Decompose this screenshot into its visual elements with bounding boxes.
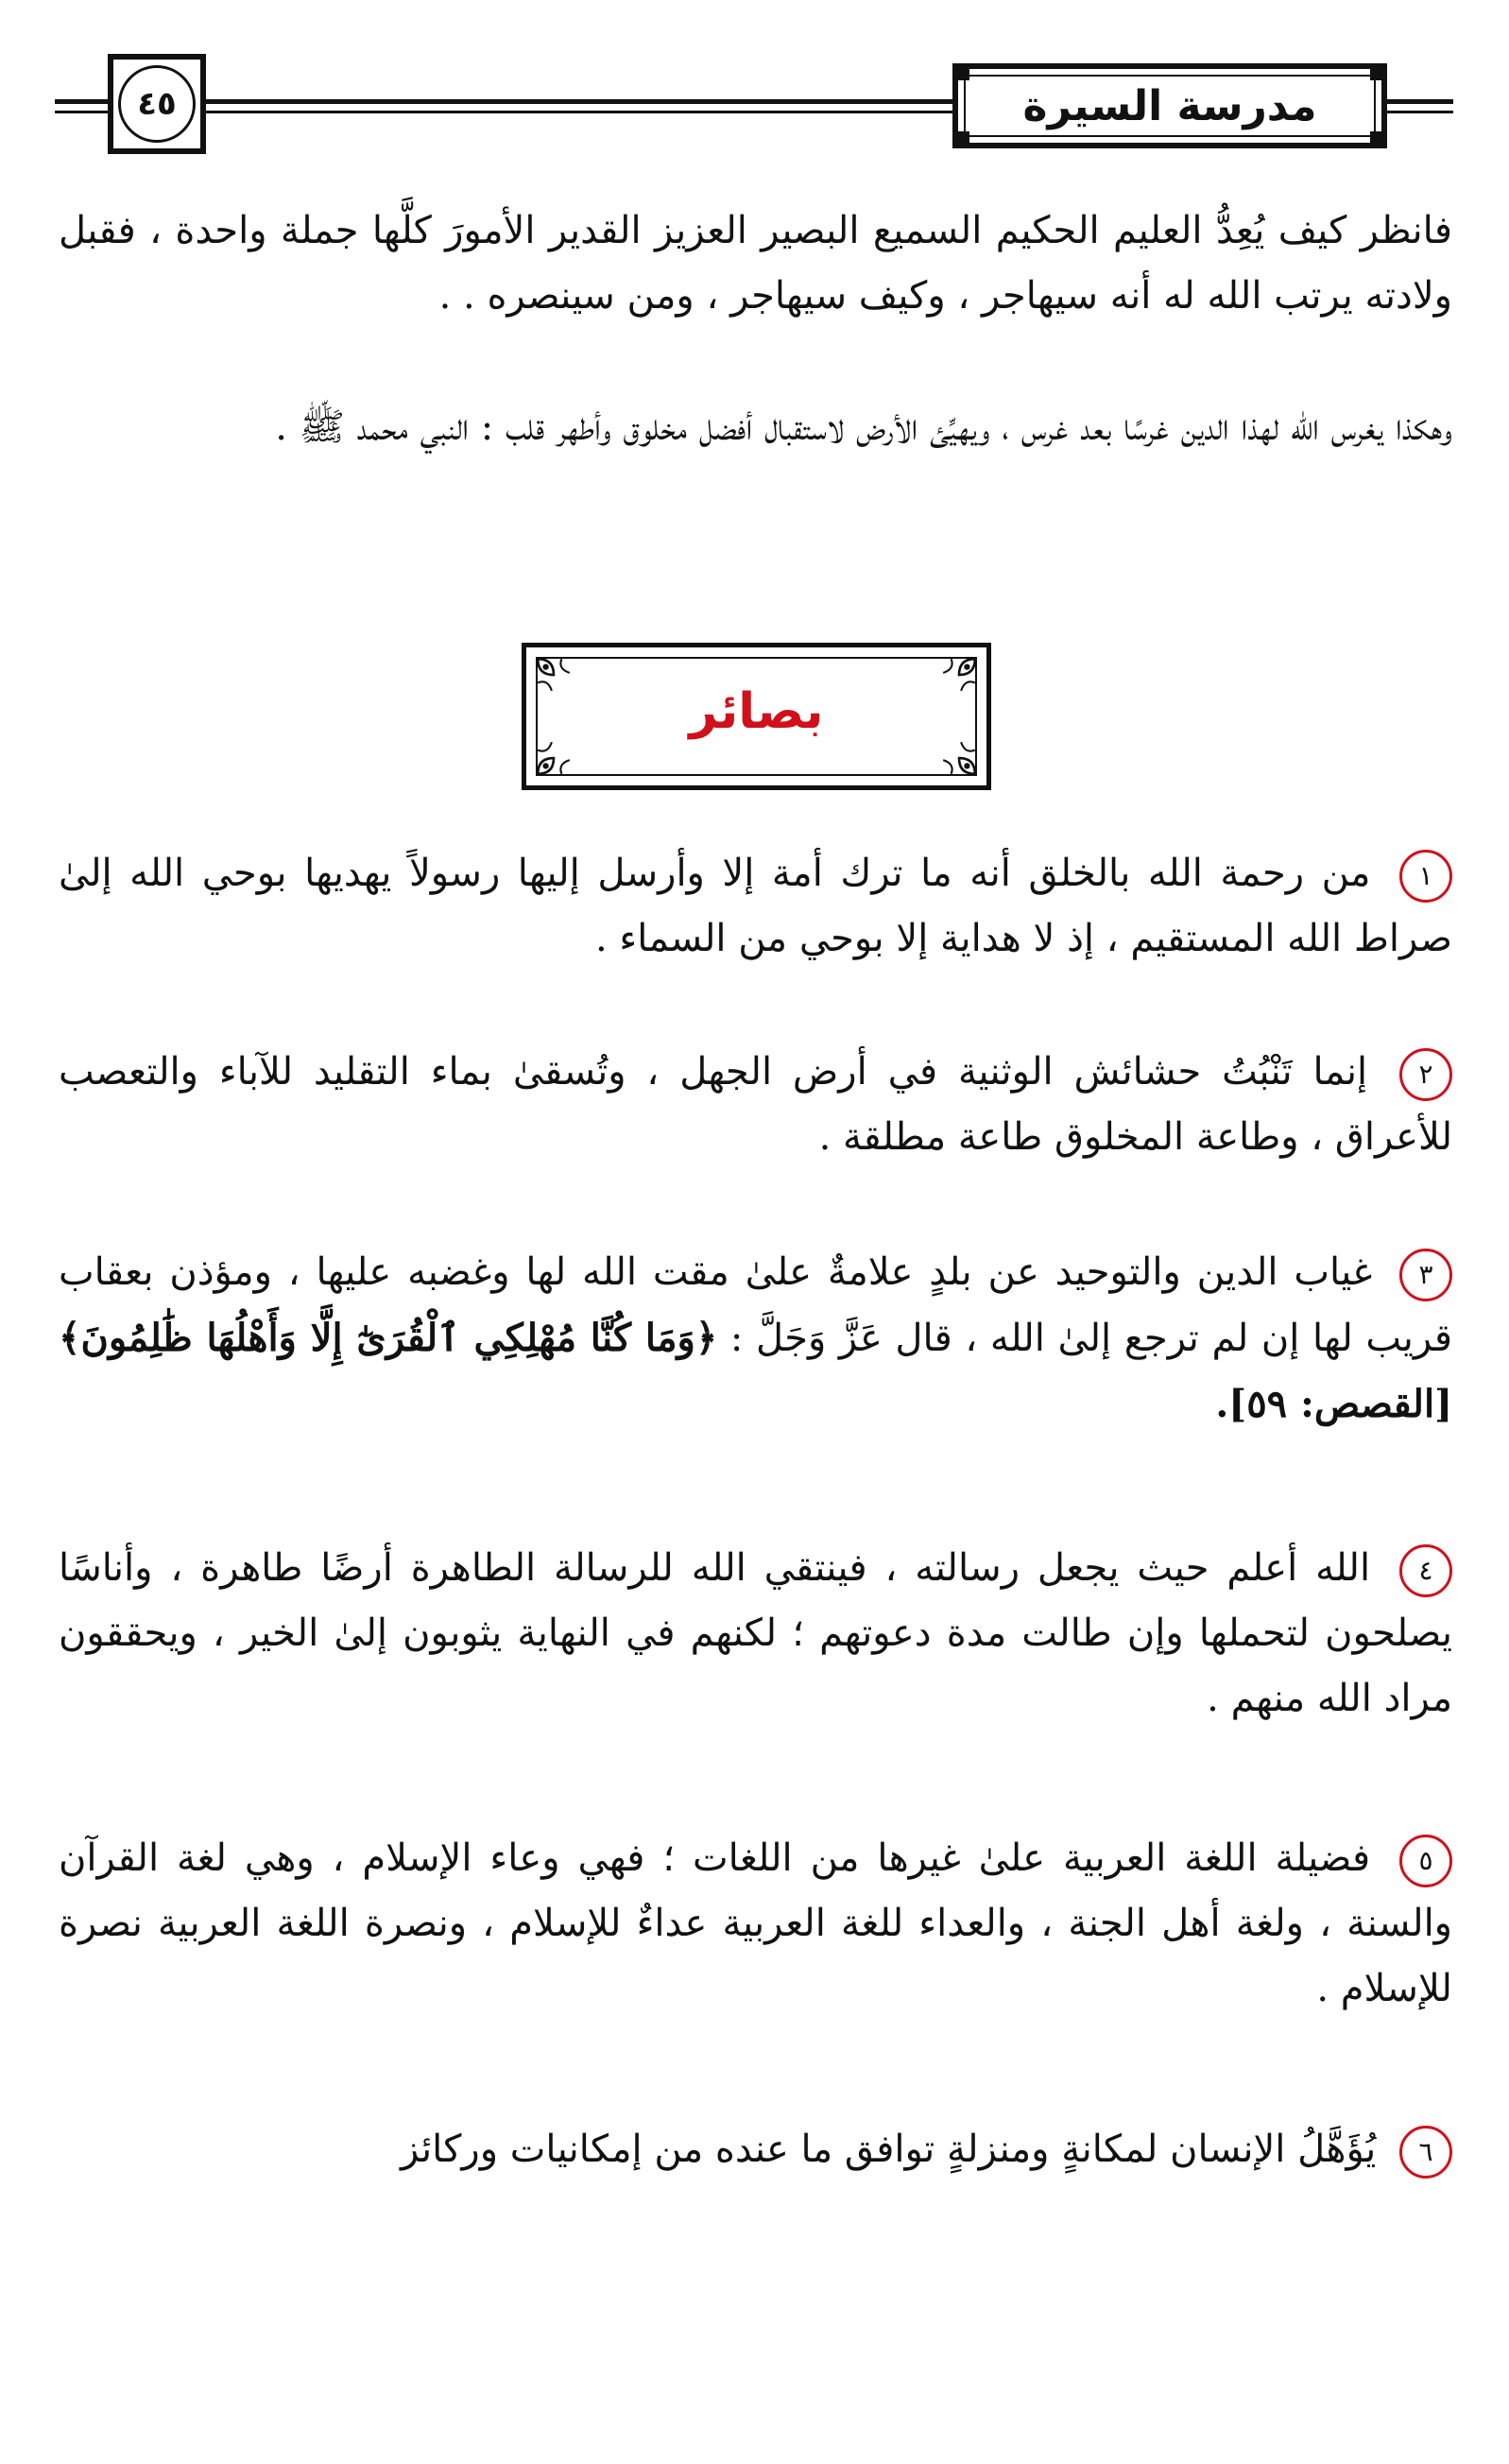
insight-point-2 [59,1040,1452,1170]
point-text: الله أعلم حيث يجعل رسالته ، فينتقي الله للرسالة الطاهرة أرضًا طاهرة ، وأناسًا يصلحون لتحملها وإن طالت مدة دعوتهم ؛ لكنهم في النهاية يثوبون إلىٰ الخير ، ويحققون مراد الله منهم . [59,1546,1452,1720]
book-title: مدرسة السيرة [1022,81,1317,130]
corner-ornament-icon [534,738,574,778]
insight-point-6 [59,2117,1452,2182]
point-number-badge: ٥ [1399,1835,1452,1887]
point-text: غياب الدين والتوحيد عن بلدٍ علامةٌ علىٰ مقت الله لها وغضبه عليها ، ومؤذن بعقاب قريب لها إن لم ترجع إلىٰ الله ، قال عَزَّ وَجَلَّ : [59,1250,1453,1360]
page-number: ٤٥ [118,65,196,143]
section-title: بصائر [689,683,824,740]
intro-paragraph-1: فانظر كيف يُعِدُّ العليم الحكيم السميع البصير العزيز القدير الأمورَ كلَّها جملة واحدة ، فقبل ولادته يرتب الله له أنه سيهاجر ، وكيف سيهاجر ، ومن سينصره . . [59,209,1452,318]
point-text: فضيلة اللغة العربية علىٰ غيرها من اللغات ؛ فهي وعاء الإسلام ، وهي لغة القرآن والسنة ، ولغة أهل الجنة ، والعداء للغة العربية عداءٌ للإسلام ، ونصرة اللغة العربية نصرة للإسلام . [59,1836,1452,2010]
insight-point-3 [59,1240,1452,1438]
page-header [55,52,1453,161]
book-title-frame [952,63,1387,148]
point-text: يُؤَهَّلُ الإنسان لمكانةٍ ومنزلةٍ توافق ما عنده من إمكانيات وركائز [400,2128,1377,2171]
section-title-frame [522,643,991,790]
quran-verse: ﴿وَمَا كُنَّا مُهْلِكِي ٱلْقُرَىٰٓ إِلَّا وَأَهْلُهَا ظَٰلِمُونَ﴾ [59,1316,718,1360]
point-number-badge: ٣ [1399,1249,1452,1301]
point-number-badge: ٢ [1399,1048,1452,1101]
insight-point-4 [59,1536,1452,1732]
point-number-badge: ٦ [1399,2126,1452,2179]
point-text: من رحمة الله بالخلق أنه ما ترك أمة إلا وأرسل إليها رسولاً يهديها بوحي الله إلىٰ صراط الله المستقيم ، إذ لا هداية إلا بوحي من السماء . [59,852,1452,960]
insight-point-1 [59,841,1452,972]
point-number-badge: ١ [1399,850,1452,903]
insight-point-5 [59,1826,1452,2022]
page-number-frame [108,54,206,154]
point-text: إنما تَنْبُتُ حشائش الوثنية في أرض الجهل ، وتُسقىٰ بماء التقليد للآباء والتعصب للأعراق ، وطاعة المخلوق طاعة مطلقة . [59,1050,1452,1159]
point-number-badge: ٤ [1399,1544,1452,1597]
verse-reference: [القصص: ٥٩]. [1215,1382,1452,1426]
corner-ornament-icon [939,738,979,778]
intro-paragraph-2: وهكذا يغرس الله لهذا الدين غرسًا بعد غرس ، ويهيِّئ الأرض لاستقبال أفضل مخلوق وأطهر قلب : النبي محمد ﷺ . [275,405,1452,449]
